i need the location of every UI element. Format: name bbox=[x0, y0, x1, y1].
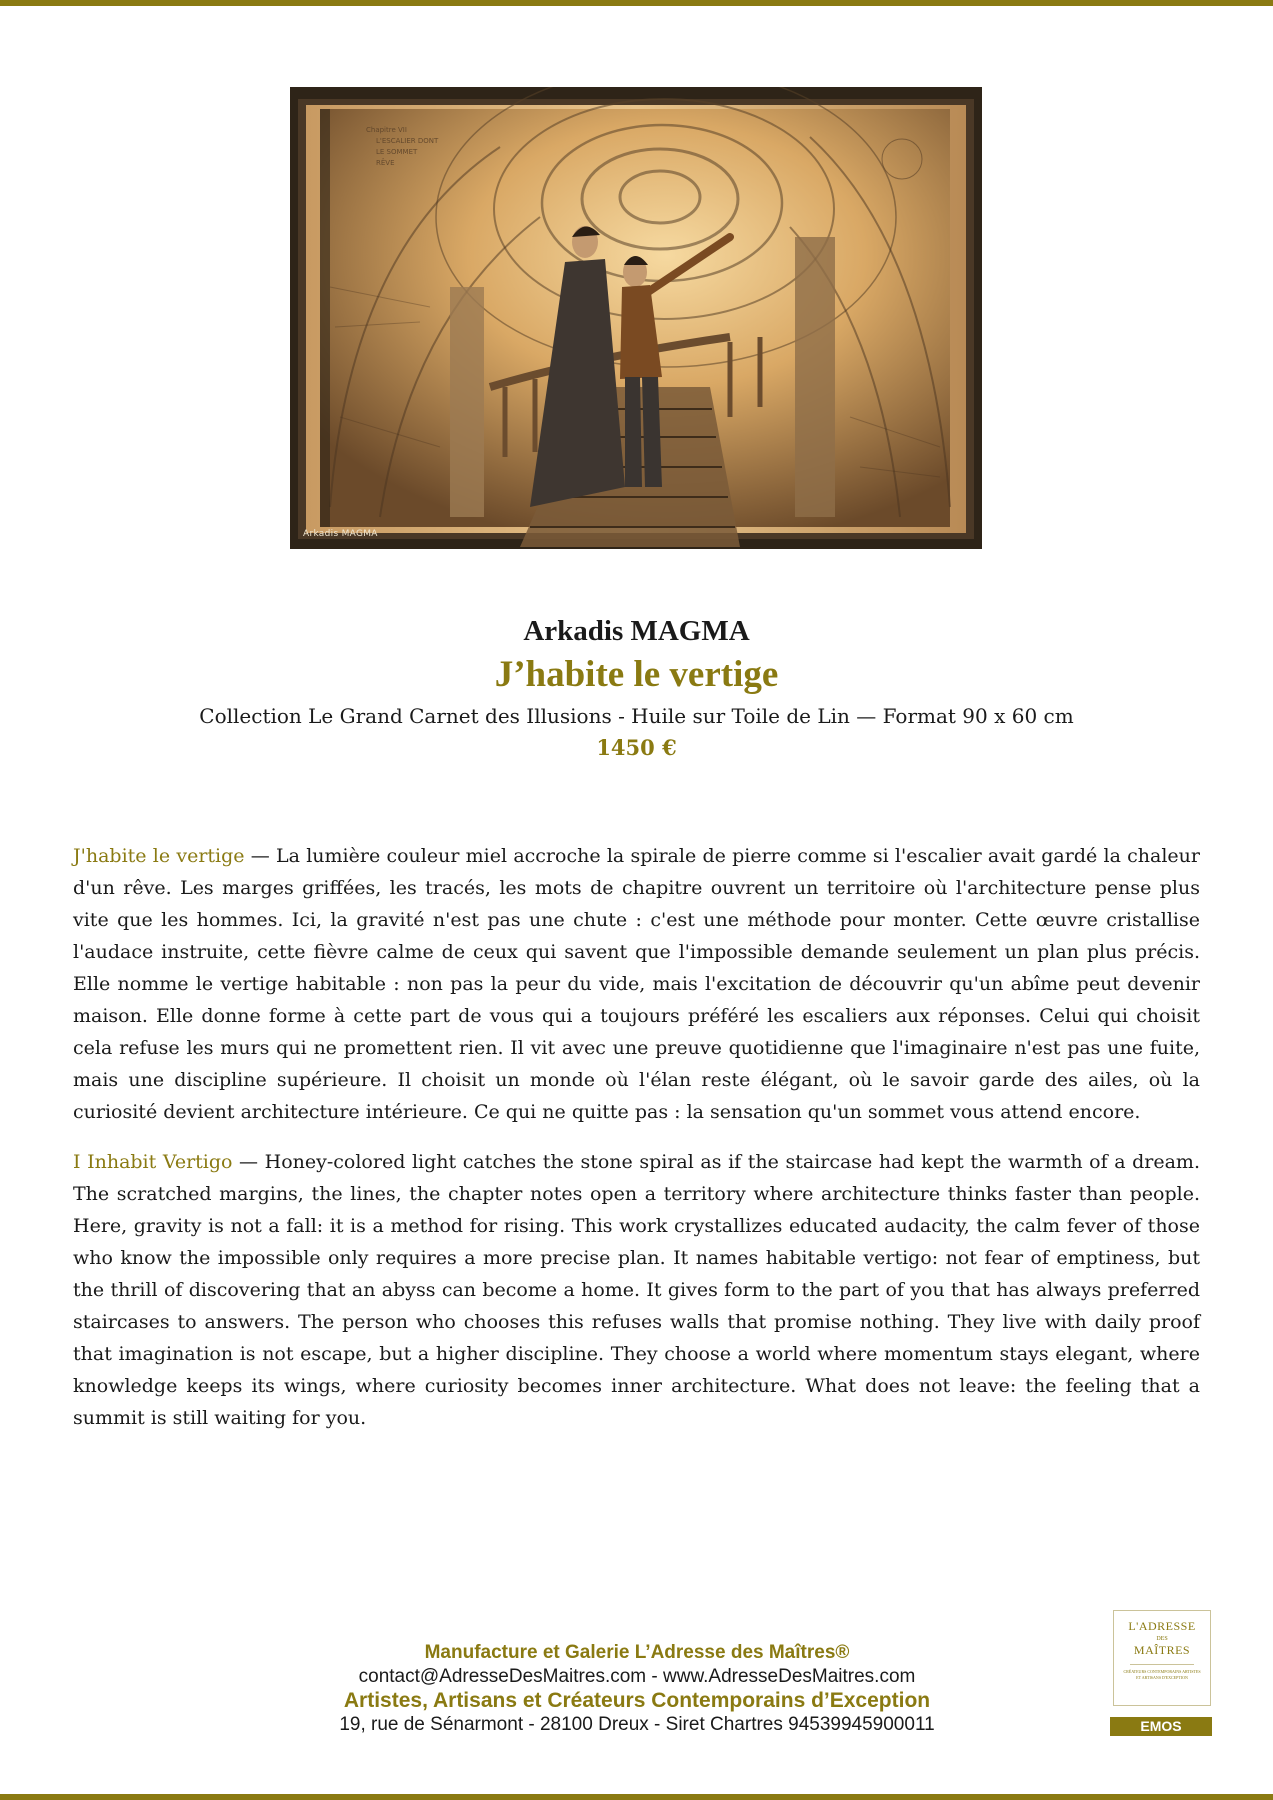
french-lead: J'habite le vertige bbox=[73, 845, 245, 867]
english-lead: I Inhabit Vertigo bbox=[73, 1151, 233, 1173]
logo-line: DES bbox=[1156, 1636, 1168, 1642]
artwork-details: Collection Le Grand Carnet des Illusions - Huile sur Toile de Lin — Format 90 x 60 cm bbox=[199, 704, 1074, 728]
artwork-price: 1450 € bbox=[596, 735, 677, 760]
footer bbox=[237, 1641, 1037, 1737]
artwork-signature: Arkadis MAGMA bbox=[303, 529, 378, 539]
artwork-image bbox=[290, 87, 982, 549]
margin-note: RÊVE bbox=[376, 159, 395, 167]
artwork-title: J’habite le vertige bbox=[494, 654, 779, 695]
bottom-border bbox=[0, 1794, 1273, 1800]
artist-name: Arkadis MAGMA bbox=[523, 615, 750, 647]
description-french bbox=[73, 840, 1200, 1128]
logo-caption: CRÉATEURS CONTEMPORAINS ARTISTES ET ARTISANS D'EXCEPTION bbox=[1123, 1669, 1201, 1680]
description bbox=[73, 840, 1200, 1452]
top-border bbox=[0, 0, 1273, 6]
margin-note: LE SOMMET bbox=[376, 148, 418, 156]
gallery-tagline: Artistes, Artisans et Créateurs Contemporains d’Exception bbox=[343, 1689, 931, 1712]
logo-line: MAÎTRES bbox=[1133, 1643, 1191, 1657]
contact-line: contact@AdresseDesMaitres.com - www.AdresseDesMaitres.com bbox=[358, 1666, 916, 1687]
logo-divider bbox=[1130, 1664, 1194, 1665]
margin-note: Chapitre VII bbox=[366, 126, 407, 134]
logo-line: L'ADRESSE bbox=[1128, 1619, 1196, 1633]
artwork-heading bbox=[0, 612, 1273, 763]
gallery-name: Manufacture et Galerie L’Adresse des Maîtres® bbox=[424, 1642, 850, 1663]
french-text: — La lumière couleur miel accroche la spirale de pierre comme si l'escalier avait gardé la chaleur d'un rêve. Les marges griffées, les tracés, les mots de chapitre ouvrent un territoire où l'architecture pense plus vite que les hommes. Ici, la gravité n'est pas une chute : c'est une méthode pour monter. Cette œuvre cristallise l'audace instruite, cette fièvre calme de ceux qui savent que l'impossible demande seulement un plan plus précis. Elle nomme le vertige habitable : non pas la peur du vide, mais l'excitation de découvrir qu'un abîme peut devenir maison. Elle donne forme à cette part de vous qui a toujours préféré les escaliers aux réponses. Celui qui choisit cela refuse les murs qui ne promettent rien. Il vit avec une preuve quotidienne que l'imaginaire n'est pas une fuite, mais une discipline supérieure. Il choisit un monde où l'élan reste élégant, où le savoir garde des ailes, où la curiosité devient architecture intérieure. Ce qui ne quitte pas : la sensation qu'un sommet vous attend encore. bbox=[73, 845, 1200, 1123]
english-text: — Honey-colored light catches the stone spiral as if the staircase had kept the warmth of a dream. The scratched margins, the lines, the chapter notes open a territory where architecture thinks faster than people. Here, gravity is not a fall: it is a method for rising. This work crystallizes educated audacity, the calm fever of those who know the impossible only requires a more precise plan. It names habitable vertigo: not fear of emptiness, but the thrill of discovering that an abyss can become a home. It gives form to the part of you that has always preferred staircases to answers. The person who chooses this refuses walls that promise nothing. They live with daily proof that imagination is not escape, but a higher discipline. They choose a world where momentum stays elegant, where knowledge keeps its wings, where curiosity becomes inner architecture. What does not leave: the feeling that a summit is still waiting for you. bbox=[73, 1151, 1200, 1429]
gallery-logo bbox=[1113, 1610, 1211, 1706]
margin-notes bbox=[366, 125, 438, 169]
gallery-address: 19, rue de Sénarmont - 28100 Dreux - Siret Chartres 94539945900011 bbox=[339, 1714, 935, 1735]
emos-badge: EMOS bbox=[1110, 1717, 1212, 1736]
description-english bbox=[73, 1146, 1200, 1434]
margin-note: L'ESCALIER DONT bbox=[376, 137, 439, 145]
